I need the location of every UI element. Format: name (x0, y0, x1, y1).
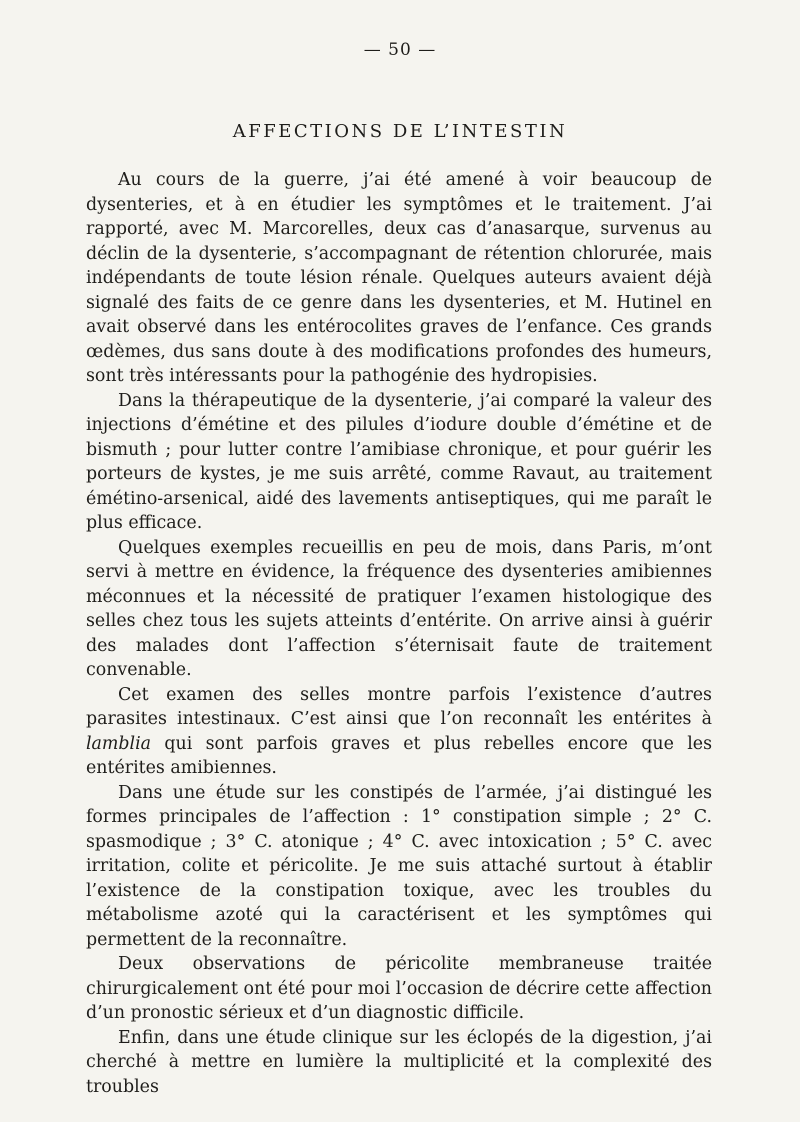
paragraph-dysentery-anasarca: Au cours de la guerre, j’ai été amené à voir beaucoup de dysenteries, et à en étudier les symptômes et le traitement. J’ai rapporté, avec M. Marcorelles, deux cas d’anasarque, survenus au déclin de la dysenterie, s’accompagnant de rétention chlorurée, mais indépendants de toute lésion rénale. Quelques auteurs avaient déjà signalé des faits de ce genre dans les dysenteries, et M. Hutinel en avait observé dans les entérocolites graves de l’enfance. Ces grands œdèmes, dus sans doute à des modifications profondes des humeurs, sont très intéressants pour la pathogénie des hydropisies. (86, 170, 712, 386)
parasites-text-start: Cet examen des selles montre parfois l’existence d’autres parasites intestinaux. C’est ainsi que l’on reconnaît les entérites à (86, 684, 712, 729)
paragraph-pericolitis: Deux observations de péricolite membraneuse traitée chirurgicalement ont été pour moi l’occasion de décrire cette affection d’un pronostic sérieux et d’un diagnostic difficile. (86, 954, 712, 1023)
paragraph-digestion-study: Enfin, dans une étude clinique sur les éclopés de la digestion, j’ai cherché à mettre en lumière la multiplicité et la complexité des troubles (86, 1027, 712, 1097)
paragraph-intestinal-parasites (86, 683, 712, 781)
body-text (86, 168, 712, 1099)
page-number: — 50 — (363, 40, 437, 60)
section-title: AFFECTIONS DE L’INTESTIN (232, 121, 568, 142)
paragraph-constipation: Dans une étude sur les constipés de l’armée, j’ai distingué les formes principales de l’affection : 1° constipation simple ; 2° C. spasmodique ; 3° C. atonique ; 4° C. avec intoxication ; 5° C. avec irritation, colite et péricolite. Je me suis attaché surtout à établir l’existence de la constipation toxique, avec les troubles du métabolisme azoté qui la caractérisent et les symptômes qui permettent de la reconnaître. (86, 782, 712, 950)
parasites-text-end: qui sont parfois graves et plus rebelles encore que les entérites amibiennes. (86, 733, 712, 778)
paragraph-amoebic-dysentery: Quelques exemples recueillis en peu de mois, dans Paris, m’ont servi à mettre en évidence, la fréquence des dysenteries amibiennes méconnues et la nécessité de pratiquer l’examen histologique des selles chez tous les sujets atteints d’entérite. On arrive ainsi à guérir des malades dont l’affection s’éternisait faute de traitement convenable. (86, 537, 712, 680)
parasite-name: lamblia (86, 733, 152, 754)
paragraph-dysentery-therapy: Dans la thérapeutique de la dysenterie, j’ai comparé la valeur des injections d’émétine et des pilules d’iodure double d’émétine et de bismuth ; pour lutter contre l’amibiase chronique, et pour guérir les porteurs de kystes, je me suis arrêté, comme Ravaut, au traitement émétino-arsenical, aidé des lavements antiseptiques, qui me paraît le plus efficace. (86, 390, 712, 533)
